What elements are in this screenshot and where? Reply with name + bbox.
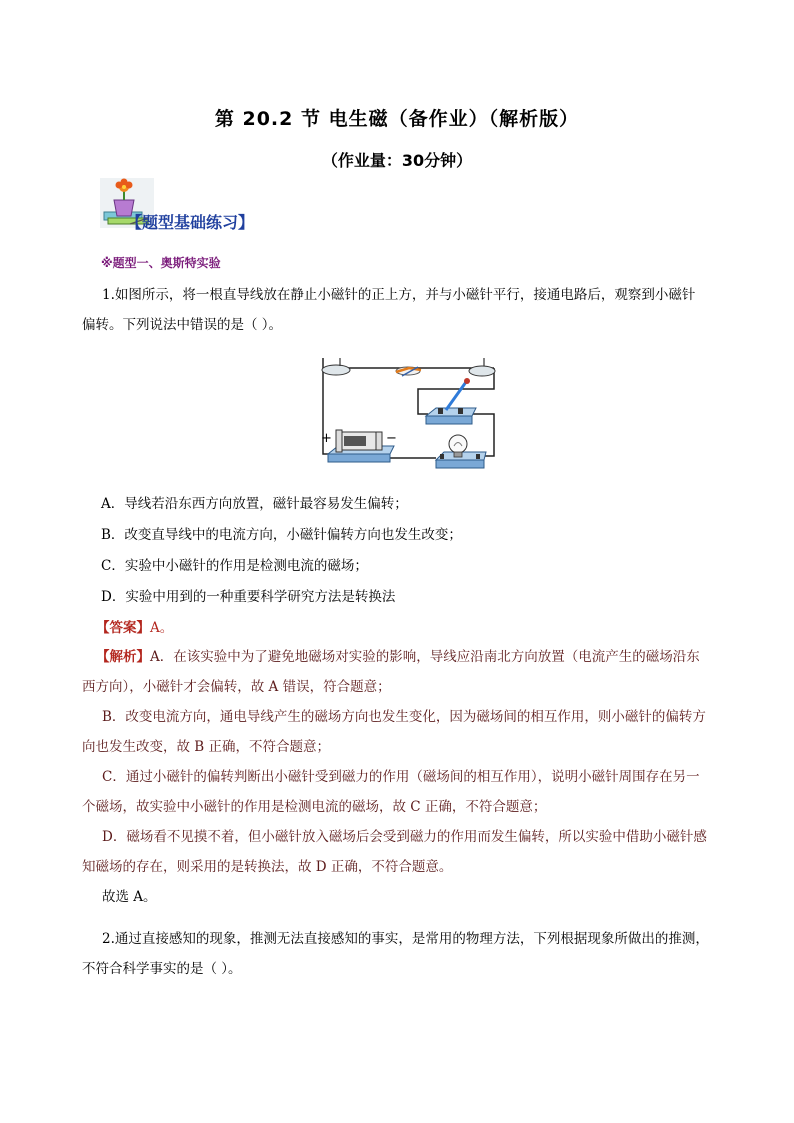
q1-analysis — [82, 642, 730, 912]
q1-option-d: D．实验中用到的一种重要科学研究方法是转换法 — [101, 589, 396, 605]
topic-heading: ※题型一、奥斯特实验 — [101, 256, 221, 270]
q1-stem-line2: 偏转。下列说法中错误的是（ ）。 — [82, 317, 283, 333]
analysis-d-line2: 知磁场的存在，则采用的是转换法，故 D 正确，不符合题意。 — [82, 859, 453, 875]
answer-value: A。 — [150, 620, 174, 636]
q1-stem-line1: 1.如图所示，将一根直导线放在静止小磁针的正上方，并与小磁针平行，接通电路后，观察到小磁针 — [102, 287, 696, 303]
analysis-b-line2: 向也发生改变，故 B 正确，不符合题意； — [82, 739, 331, 755]
analysis-label: 【解析】 — [96, 649, 150, 665]
analysis-a-line2: 西方向），小磁针才会偏转，故 A 错误，符合题意； — [82, 679, 391, 695]
figure-plus-label: + — [321, 431, 332, 446]
oersted-circuit-figure — [318, 346, 502, 474]
analysis-b-line1: B．改变电流方向，通电导线产生的磁场方向也发生变化，因为磁场间的相互作用，则小磁针的偏转方 — [102, 709, 706, 725]
q2-stem-line1: 2.通过直接感知的现象，推测无法直接感知的事实，是常用的物理方法，下列根据现象所做出的推测， — [102, 931, 709, 947]
section-title: 【题型基础练习】 — [126, 213, 255, 232]
q2-stem-line2: 不符合科学事实的是（ ）。 — [82, 961, 242, 977]
q1-option-c: C．实验中小磁针的作用是检测电流的磁场； — [101, 558, 368, 574]
q1-option-a: A．导线若沿东西方向放置，磁针最容易发生偏转； — [101, 496, 408, 512]
figure-minus-label: − — [386, 431, 397, 446]
q1-answer — [96, 618, 173, 638]
analysis-c-line1: C．通过小磁针的偏转判断出小磁针受到磁力的作用（磁场间的相互作用），说明小磁针周围存在另一 — [102, 769, 700, 785]
page-subtitle: （作业量：30分钟） — [321, 151, 473, 170]
q1-stem — [82, 280, 730, 340]
answer-label: 【答案】 — [96, 620, 150, 636]
q1-conclusion: 故选 A。 — [102, 889, 157, 905]
page-title: 第 20.2 节 电生磁（备作业）（解析版） — [214, 108, 580, 130]
q2-stem — [82, 924, 730, 984]
analysis-c-line2: 个磁场，故实验中小磁针的作用是检测电流的磁场，故 C 正确，不符合题意； — [82, 799, 547, 815]
analysis-a-line1: 【解析】A．在该实验中为了避免地磁场对实验的影响，导线应沿南北方向放置（电流产生的磁场沿东 — [96, 649, 700, 665]
analysis-d-line1: D．磁场看不见摸不着，但小磁针放入磁场后会受到磁力的作用而发生偏转，所以实验中借助小磁针感 — [102, 829, 707, 845]
q1-option-b: B．改变直导线中的电流方向，小磁针偏转方向也发生改变； — [101, 527, 462, 543]
